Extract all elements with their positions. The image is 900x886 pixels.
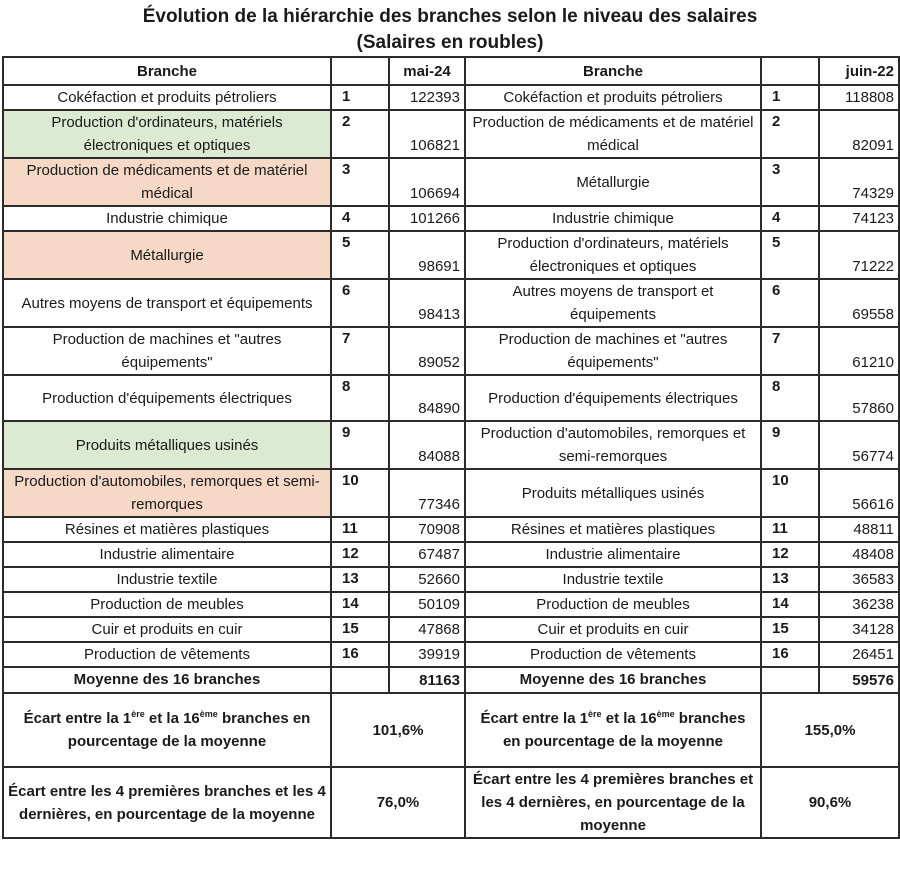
right-rank-cell: 9 — [761, 421, 819, 469]
table-row — [3, 592, 899, 617]
right-branch-cell: Production d'équipements électriques — [465, 375, 761, 421]
left-branch-cell: Production de vêtements — [3, 642, 331, 667]
left-value-cell: 106821 — [389, 110, 465, 158]
table-row — [3, 375, 899, 421]
left-value-cell: 106694 — [389, 158, 465, 206]
right-value-cell: 26451 — [819, 642, 899, 667]
left-branch-cell: Production d'ordinateurs, matériels électroniques et optiques — [3, 110, 331, 158]
right-value-cell: 82091 — [819, 110, 899, 158]
left-value-cell: 84088 — [389, 421, 465, 469]
right-rank-cell: 3 — [761, 158, 819, 206]
right-branch-cell: Autres moyens de transport et équipements — [465, 279, 761, 327]
right-branch-cell: Résines et matières plastiques — [465, 517, 761, 542]
right-branch-cell: Industrie alimentaire — [465, 542, 761, 567]
average-value-left: 81163 — [389, 667, 465, 693]
average-value-right: 59576 — [819, 667, 899, 693]
gap-first-last-value-right: 155,0% — [761, 693, 899, 767]
left-value-cell: 50109 — [389, 592, 465, 617]
right-branch-cell: Produits métalliques usinés — [465, 469, 761, 517]
left-rank-cell: 7 — [331, 327, 389, 375]
right-value-cell: 71222 — [819, 231, 899, 279]
left-branch-cell: Cuir et produits en cuir — [3, 617, 331, 642]
right-branch-cell: Industrie chimique — [465, 206, 761, 231]
table-row — [3, 567, 899, 592]
right-rank-cell: 5 — [761, 231, 819, 279]
header-branch-right: Branche — [465, 57, 761, 85]
left-value-cell: 39919 — [389, 642, 465, 667]
left-value-cell: 84890 — [389, 375, 465, 421]
right-branch-cell: Cokéfaction et produits pétroliers — [465, 85, 761, 110]
header-period-right: juin-22 — [819, 57, 899, 85]
right-rank-cell: 15 — [761, 617, 819, 642]
right-value-cell: 48408 — [819, 542, 899, 567]
right-rank-cell: 4 — [761, 206, 819, 231]
table-row — [3, 231, 899, 279]
right-branch-cell: Cuir et produits en cuir — [465, 617, 761, 642]
right-branch-cell: Métallurgie — [465, 158, 761, 206]
right-value-cell: 57860 — [819, 375, 899, 421]
average-label-left: Moyenne des 16 branches — [3, 667, 331, 693]
left-value-cell: 47868 — [389, 617, 465, 642]
gap-top4-bottom4-row — [3, 767, 899, 838]
left-branch-cell: Métallurgie — [3, 231, 331, 279]
left-rank-cell: 11 — [331, 517, 389, 542]
left-rank-cell: 10 — [331, 469, 389, 517]
average-rank-right — [761, 667, 819, 693]
gap-top4-value-right: 90,6% — [761, 767, 899, 838]
right-branch-cell: Production d'ordinateurs, matériels électroniques et optiques — [465, 231, 761, 279]
right-value-cell: 36583 — [819, 567, 899, 592]
left-rank-cell: 2 — [331, 110, 389, 158]
right-rank-cell: 6 — [761, 279, 819, 327]
header-row — [3, 57, 899, 85]
right-value-cell: 118808 — [819, 85, 899, 110]
page-subtitle: (Salaires en roubles) — [356, 32, 544, 53]
right-rank-cell: 1 — [761, 85, 819, 110]
header-period-left: mai-24 — [389, 57, 465, 85]
right-rank-cell: 11 — [761, 517, 819, 542]
left-branch-cell: Industrie textile — [3, 567, 331, 592]
gap-first-last-row — [3, 693, 899, 767]
left-rank-cell: 5 — [331, 231, 389, 279]
right-value-cell: 61210 — [819, 327, 899, 375]
gap-top4-value-left: 76,0% — [331, 767, 465, 838]
header-rank-left — [331, 57, 389, 85]
right-branch-cell: Production d'automobiles, remorques et semi-remorques — [465, 421, 761, 469]
table-row — [3, 517, 899, 542]
left-branch-cell: Production d'automobiles, remorques et semi-remorques — [3, 469, 331, 517]
left-branch-cell: Production d'équipements électriques — [3, 375, 331, 421]
right-value-cell: 48811 — [819, 517, 899, 542]
left-rank-cell: 12 — [331, 542, 389, 567]
left-value-cell: 101266 — [389, 206, 465, 231]
left-rank-cell: 6 — [331, 279, 389, 327]
left-branch-cell: Autres moyens de transport et équipements — [3, 279, 331, 327]
table-row — [3, 421, 899, 469]
left-rank-cell: 1 — [331, 85, 389, 110]
left-branch-cell: Produits métalliques usinés — [3, 421, 331, 469]
right-value-cell: 34128 — [819, 617, 899, 642]
left-branch-cell: Production de machines et "autres équipements" — [3, 327, 331, 375]
page-title: Évolution de la hiérarchie des branches selon le niveau des salaires — [142, 6, 758, 27]
left-branch-cell: Cokéfaction et produits pétroliers — [3, 85, 331, 110]
left-branch-cell: Production de médicaments et de matériel médical — [3, 158, 331, 206]
table-row — [3, 110, 899, 158]
right-rank-cell: 10 — [761, 469, 819, 517]
right-rank-cell: 14 — [761, 592, 819, 617]
right-rank-cell: 7 — [761, 327, 819, 375]
right-value-cell: 74123 — [819, 206, 899, 231]
left-branch-cell: Industrie alimentaire — [3, 542, 331, 567]
left-value-cell: 77346 — [389, 469, 465, 517]
right-rank-cell: 16 — [761, 642, 819, 667]
table-row — [3, 642, 899, 667]
right-value-cell: 69558 — [819, 279, 899, 327]
table-row — [3, 327, 899, 375]
left-rank-cell: 15 — [331, 617, 389, 642]
left-rank-cell: 14 — [331, 592, 389, 617]
right-value-cell: 56616 — [819, 469, 899, 517]
left-branch-cell: Industrie chimique — [3, 206, 331, 231]
left-rank-cell: 4 — [331, 206, 389, 231]
header-branch-left: Branche — [3, 57, 331, 85]
left-value-cell: 98413 — [389, 279, 465, 327]
header-rank-right — [761, 57, 819, 85]
right-value-cell: 56774 — [819, 421, 899, 469]
right-rank-cell: 8 — [761, 375, 819, 421]
left-rank-cell: 13 — [331, 567, 389, 592]
gap-top4-label-left: Écart entre les 4 premières branches et les 4 dernières, en pourcentage de la moyenne — [3, 767, 331, 838]
left-branch-cell: Résines et matières plastiques — [3, 517, 331, 542]
left-branch-cell: Production de meubles — [3, 592, 331, 617]
salary-hierarchy-table — [2, 56, 900, 839]
table-row — [3, 469, 899, 517]
left-rank-cell: 8 — [331, 375, 389, 421]
table-row — [3, 617, 899, 642]
gap-first-last-label-right: Écart entre la 1ère et la 16ème branches en pourcentage de la moyenne — [465, 693, 761, 767]
right-branch-cell: Production de médicaments et de matériel médical — [465, 110, 761, 158]
gap-top4-label-right: Écart entre les 4 premières branches et les 4 dernières, en pourcentage de la moyenne — [465, 767, 761, 838]
left-value-cell: 89052 — [389, 327, 465, 375]
left-value-cell: 70908 — [389, 517, 465, 542]
right-value-cell: 36238 — [819, 592, 899, 617]
right-branch-cell: Production de meubles — [465, 592, 761, 617]
left-rank-cell: 16 — [331, 642, 389, 667]
left-rank-cell: 9 — [331, 421, 389, 469]
left-rank-cell: 3 — [331, 158, 389, 206]
table-row — [3, 85, 899, 110]
right-branch-cell: Production de machines et "autres équipements" — [465, 327, 761, 375]
table-row — [3, 206, 899, 231]
gap-first-last-label-left: Écart entre la 1ère et la 16ème branches en pourcentage de la moyenne — [3, 693, 331, 767]
gap-first-last-value-left: 101,6% — [331, 693, 465, 767]
left-value-cell: 52660 — [389, 567, 465, 592]
table-row — [3, 158, 899, 206]
right-rank-cell: 13 — [761, 567, 819, 592]
left-value-cell: 122393 — [389, 85, 465, 110]
table-row — [3, 542, 899, 567]
right-rank-cell: 2 — [761, 110, 819, 158]
right-branch-cell: Industrie textile — [465, 567, 761, 592]
right-branch-cell: Production de vêtements — [465, 642, 761, 667]
average-row — [3, 667, 899, 693]
left-value-cell: 98691 — [389, 231, 465, 279]
average-label-right: Moyenne des 16 branches — [465, 667, 761, 693]
left-value-cell: 67487 — [389, 542, 465, 567]
right-rank-cell: 12 — [761, 542, 819, 567]
table-row — [3, 279, 899, 327]
average-rank-left — [331, 667, 389, 693]
right-value-cell: 74329 — [819, 158, 899, 206]
